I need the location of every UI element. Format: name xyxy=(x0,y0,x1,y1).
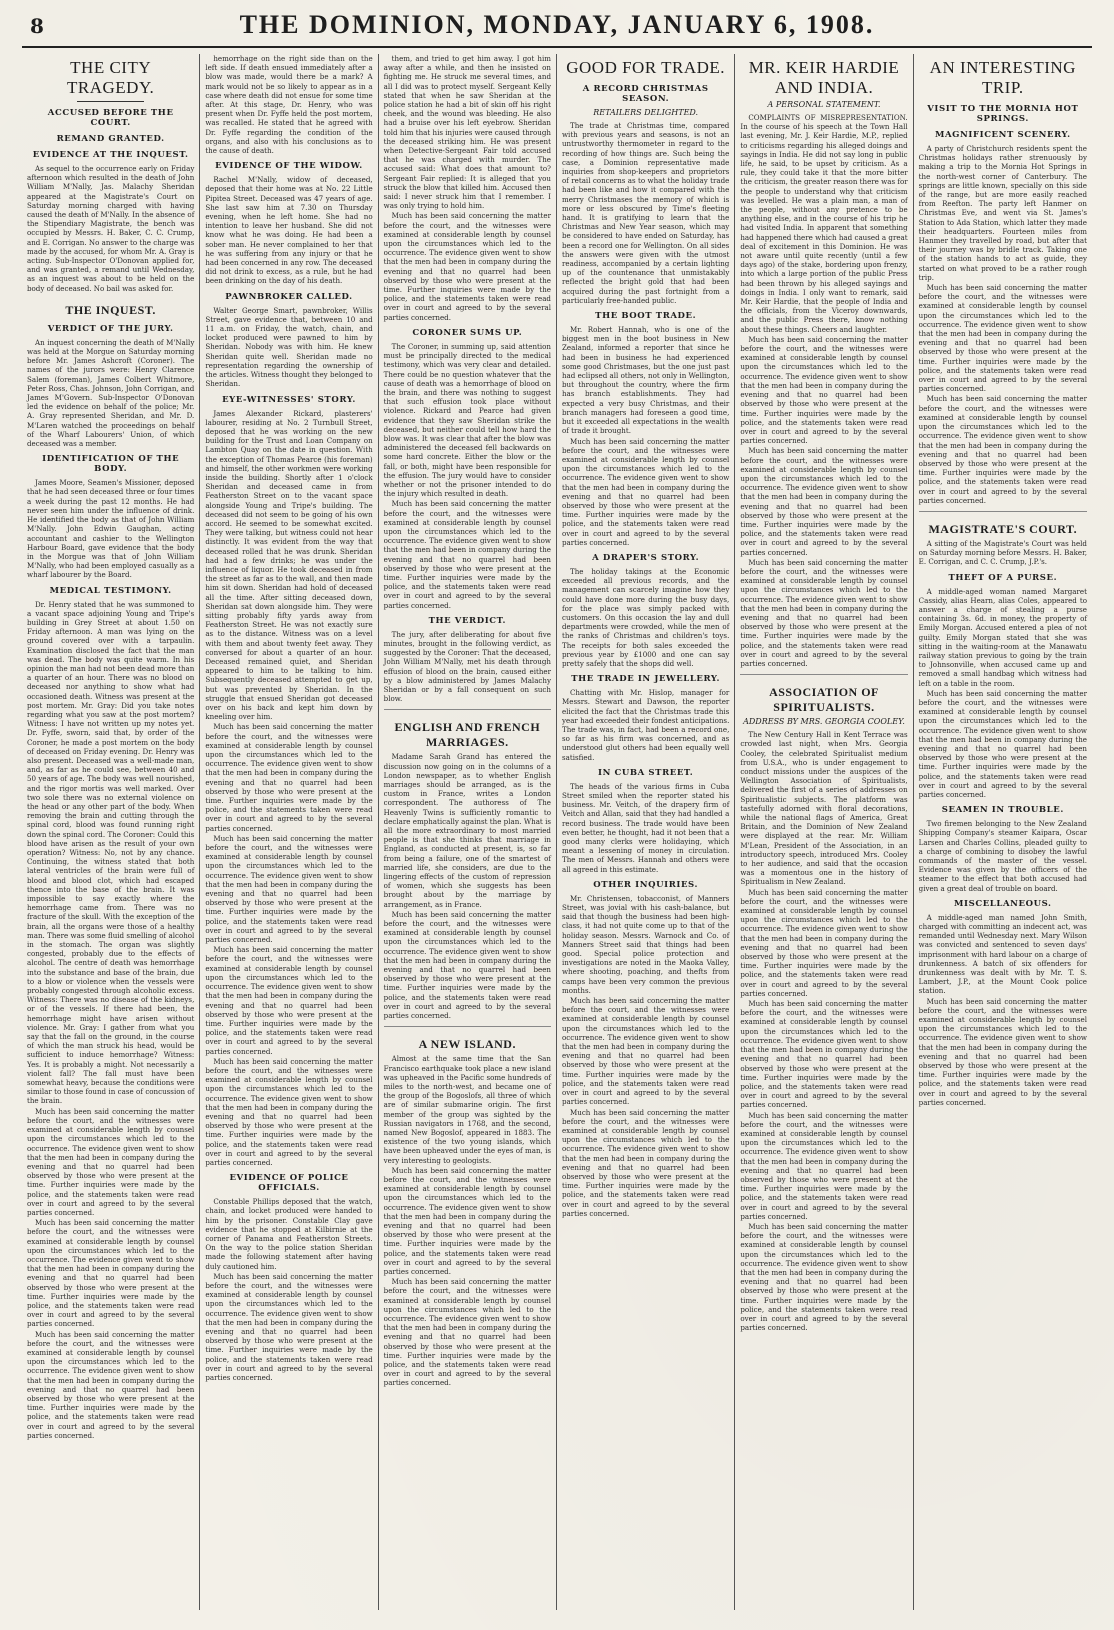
article-text: A sitting of the Magistrate's Court was held on Saturday morning before Messrs. H. Baker, E. Corrigan, and C. C. Crump, J.P.'s. xyxy=(918,538,1087,567)
subheading: THE VERDICT. xyxy=(428,615,507,626)
article-text: COMPLAINTS OF MISREPRESENTATION. In the course of his speech at the Town Hall last evening, Mr. J. Keir Hardie, M.P., replied to criticisms regarding his alleged doings and sayings in India. He did not say long in public life, he said, to be upset by criticism. As a rule, they could take it that the more bitter the criticism, the greater reason there was for the people to understand why that criticism was levelled. He was a plain man, a man of the people, without any pretence to be anything else, and in the course of his trip he had visited India. In apparent that something had happened there which had caused a great deal of excitement in this Dominion. He was not aware until quite recently (until a few days ago) of the stake, bordering upon frenzy, into which a large portion of the public Press had been thrown by his alleged sayings and doings in India. I only want to remark, said Mr. Keir Hardie, that the people of India and the officials, from the Viceroy downwards, and the public Press there, know nothing about these things. Cheers and laughter. xyxy=(740,113,908,334)
column-5 xyxy=(735,54,913,1610)
subheading: SEAMEN IN TROUBLE. xyxy=(941,805,1064,816)
subheading: RETAILERS DELIGHTED. xyxy=(593,108,699,117)
article-heading: A NEW ISLAND. xyxy=(418,1037,516,1052)
article-text: Much has been said concerning the matter before the court, and the witnesses were examined at considerable length by counsel upon the circumstances which led to the occurrence. The evidence given went to show that the men had been in company during the evening and that no quarrel had been observed by those who were present at the time. Further inquiries were made by the police, and the statements taken were read over in court and agreed to by the several parties concerned. xyxy=(740,334,908,446)
subheading: VISIT TO THE MORNIA HOT SPRINGS. xyxy=(927,104,1079,124)
subheading: THEFT OF A PURSE. xyxy=(948,572,1058,583)
subheading: THE BOOT TRADE. xyxy=(595,311,697,322)
article-heading: MAGISTRATE'S COURT. xyxy=(928,521,1078,536)
newspaper-title: THE DOMINION, MONDAY, JANUARY 6, 1908. xyxy=(239,10,875,39)
article-text: Much has been said concerning the matter before the court, and the witnesses were examined at considerable length by counsel upon the circumstances which led to the occurrence. The evidence given went to show that the men had been in company during the evening and that no quarrel had been observed by those who were present at the time. Further inquiries were made by the police, and the statements taken were read over in court and agreed to by the several parties concerned. xyxy=(27,1218,195,1329)
subheading: MEDICAL TESTIMONY. xyxy=(49,585,172,596)
subheading: A PERSONAL STATEMENT. xyxy=(767,100,881,109)
subheading: IDENTIFICATION OF THE BODY. xyxy=(42,454,180,475)
article-text: Much has been said concerning the matter before the court, and the witnesses were examined at considerable length by counsel upon the circumstances which led to the occurrence. The evidence given went to show that the men had been in company during the evening and that no quarrel had been observed by those who were present at the time. Further inquiries were made by the police, and the statements taken were read over in court and agreed to by the several parties concerned. xyxy=(561,996,730,1107)
article-text: Much has been said concerning the matter before the court, and the witnesses were examined at considerable length by counsel upon the circumstances which led to the occurrence. The evidence given went to show that the men had been in company during the evening and that no quarrel had been observed by those who were present at the time. Further inquiries were made by the police, and the statements taken were read over in court and agreed to by the several parties concerned. xyxy=(918,996,1087,1107)
article-text: Much has been said concerning the matter before the court, and the witnesses were examined at considerable length by counsel upon the circumstances which led to the occurrence. The evidence given went to show that the men had been in company during the evening and that no quarrel had been observed by those who were present at the time. Further inquiries were made by the police, and the statements taken were read over in court and agreed to by the several parties concerned. xyxy=(383,909,551,1021)
subheading: A RECORD CHRISTMAS SEASON. xyxy=(582,84,709,104)
article-heading: ENGLISH AND FRENCH MARRIAGES. xyxy=(394,720,541,750)
article-text: Much has been said concerning the matter before the court, and the witnesses were examined at considerable length by counsel upon the circumstances which led to the occurrence. The evidence given went to show that the men had been in company during the evening and that no quarrel had been observed by those who were present at the time. Further inquiries were made by the police, and the statements taken were read over in court and agreed to by the several parties concerned. xyxy=(740,1221,908,1333)
article-text: Much has been said concerning the matter before the court, and the witnesses were examined at considerable length by counsel upon the circumstances which led to the occurrence. The evidence given went to show that the men had been in company during the evening and that no quarrel had been observed by those who were present at the time. Further inquiries were made by the police, and the statements taken were read over in court and agreed to by the several parties concerned. xyxy=(740,999,908,1110)
divider xyxy=(919,511,1087,512)
subheading: MAGNIFICENT SCENERY. xyxy=(934,130,1071,140)
article-text: Much has been said concerning the matter before the court, and the witnesses were examined at considerable length by counsel upon the circumstances which led to the occurrence. The evidence given went to show that the men had been in company during the evening and that no quarrel had been observed by those who were present at the time. Further inquiries were made by the police, and the statements taken were read over in court and agreed to by the several parties concerned. xyxy=(205,1056,373,1167)
article-text: Almost at the same time that the San Francisco earthquake took place a new island was upheaved in the Pacific some hundreds of miles to the north-west, and became one of the group of the Bogoslofs, all three of which are of similar submarine origin. The first member of the group was sighted by the Russian navigators in 1768, and the second, named New Bogoslof, appeared in 1883. The existence of the two young islands, which have been upheaved under the eyes of man, is very interesting to geologists. xyxy=(383,1054,551,1165)
columns xyxy=(22,54,1092,1610)
column-2 xyxy=(200,54,378,1610)
article-text: Madame Sarah Grand has entered the discussion now going on in the columns of a London newspaper, as to whether English marriages should be arranged, as is the custom in France, writes a London correspondent. The authoress of The Heavenly Twins is sufficiently romantic to declare emphatically against the plan. What is all the more extraordinary to most married people is that she thinks that marriage in England, as conducted at present, is, so far from being a failure, one of the smartest of married life, she considers, are due to the lingering effects of the custom of repression of women, which she suggests has been brought about by the marriage by arrangement, as in France. xyxy=(383,752,551,909)
article-text: The jury, after deliberating for about five minutes, brought in the following verdict, as suggested by the Coroner: That the deceased, John William M'Nally, met his death through effusion of blood on the brain, caused either by a blow administered by James Malachy Sheridan or by a fall consequent on such blow. xyxy=(383,629,551,704)
article-text: An inquest concerning the death of M'Nally was held at the Morgue on Saturday morning before Mr. James Ashcroft (Coroner). The names of the jurors were: Henry Clarence Salem (foreman), James Colbert Whitmore, Peter Ross, Chas. Johnson, John Corrigan, and James M'Govern. Sub-Inspector O'Donovan led the evidence on behalf of the police; Mr. A. Gray represented Sheridan, and Mr. D. M'Laren watched the proceedings on behalf of the Wharf Labourers' Union, of which deceased was a member. xyxy=(27,337,195,449)
article-text: Much has been said concerning the matter before the court, and the witnesses were examined at considerable length by counsel upon the circumstances which led to the occurrence. The evidence given went to show that the men had been in company during the evening and that no quarrel had been observed by those who were present at the time. Further inquiries were made by the police, and the statements taken were read over in court and agreed to by the several parties concerned. xyxy=(383,211,551,322)
article-text: The heads of the various firms in Cuba Street smiled when the reporter stated his business. Mr. Veitch, of the drapery firm of Veitch and Allan, said that they had handled a record business. The trade would have been even better, he thought, had it not been that a good many clerks were holidaying, which meant a lessening of money in circulation. The men of Messrs. Hannah and others were all agreed in this estimate. xyxy=(561,781,730,874)
article-text: Much has been said concerning the matter before the court, and the witnesses were examined at considerable length by counsel upon the circumstances which led to the occurrence. The evidence given went to show that the men had been in company during the evening and that no quarrel had been observed by those who were present at the time. Further inquiries were made by the police, and the statements taken were read over in court and agreed to by the several parties concerned. xyxy=(740,446,908,557)
article-text: Walter George Smart, pawnbroker, Willis Street, gave evidence that, between 10 and 11 a.m. on Friday, the watch, chain, and locket produced were pawned to him by Sheridan. Nobody was with him. He knew Sheridan quite well. Sheridan made no representation regarding the ownership of the articles. Witness thought they belonged to Sheridan. xyxy=(205,305,373,389)
article-text: Much has been said concerning the matter before the court, and the witnesses were examined at considerable length by counsel upon the circumstances which led to the occurrence. The evidence given went to show that the men had been in company during the evening and that no quarrel had been observed by those who were present at the time. Further inquiries were made by the police, and the statements taken were read over in court and agreed to by the several parties concerned. xyxy=(27,1329,195,1440)
article-text: Much has been said concerning the matter before the court, and the witnesses were examined at considerable length by counsel upon the circumstances which led to the occurrence. The evidence given went to show that the men had been in company during the evening and that no quarrel had been observed by those who were present at the time. Further inquiries were made by the police, and the statements taken were read over in court and agreed to by the several parties concerned. xyxy=(740,1110,908,1221)
subheading: OTHER INQUIRIES. xyxy=(593,879,699,890)
subheading: A DRAPER'S STORY. xyxy=(592,552,700,563)
article-text: them, and tried to get him away. I got him away after a while, and then he insisted on fighting me. He struck me several times, and all I did was to protect myself. Sergeant Kelly stated that when he saw Sheridan at the police station he had a bit of skin off his right cheek, and the wound was bleeding. He also had a bruise over his left eyebrow. Sheridan told him that his injuries were caused through the deceased striking him. He was present when Detective-Sergeant Fair told accused that he was charged with murder. The accused said: What does that amount to? Sergeant Fair replied: It is alleged that you struck the blow that killed him. Accused then said: I never struck him that I remember. I was only trying to hold him. xyxy=(383,54,551,211)
article-text: Chatting with Mr. Hislop, manager for Messrs. Stewart and Dawson, the reporter elicited the fact that the Christmas trade this year had exceeded their fondest anticipations. The trade was, in fact, had been a record one, so far as his firm was concerned, and as understood glut others had been equally well satisfied. xyxy=(561,688,730,762)
column-1 xyxy=(22,54,200,1610)
article-heading: AN INTERESTING TRIP. xyxy=(929,58,1076,97)
article-text: Mr. Christensen, tobacconist, of Manners Street, was jovial with his cash-balance, but said that though the business had been high-class, it had not quite come up to that of the holiday season. Messrs. Warnock and Co. of Manners Street said that things had been good. Special police protection and investigations are noted in the Maoka Valley, where shooting, poaching, and thefts from camps have been very common the previous months. xyxy=(561,893,730,995)
article-text: Much has been said concerning the matter before the court, and the witnesses were examined at considerable length by counsel upon the circumstances which led to the occurrence. The evidence given went to show that the men had been in company during the evening and that no quarrel had been observed by those who were present at the time. Further inquiries were made by the police, and the statements taken were read over in court and agreed to by the several parties concerned. xyxy=(561,436,730,547)
article-text: Much has been said concerning the matter before the court, and the witnesses were examined at considerable length by counsel upon the circumstances which led to the occurrence. The evidence given went to show that the men had been in company during the evening and that no quarrel had been observed by those who were present at the time. Further inquiries were made by the police, and the statements taken were read over in court and agreed to by the several parties concerned. xyxy=(740,557,908,668)
article-text: A middle-aged man named John Smith, charged with committing an indecent act, was remanded until Wednesday next. Mary Wilson was convicted and sentenced to seven days' imprisonment with hard labour on a charge of drunkenness. A batch of six offenders for drunkenness was dealt with by Mr. T. S. Lambert, J.P., at the Mount Cook police station. xyxy=(918,912,1087,996)
article-text: The trade at Christmas time, compared with previous years and seasons, is not an untrustworthy thermometer in regard to the recording of how things are. Such being the case, a Dominion representative made inquiries from shop-keepers and proprietors of retail concerns as to what the holiday trade had been like and how it compared with the merry Christmases the memory of which is more or less obscured by Time's fleeting hand. It is gratifying to learn that the Christmas and New Year season, which may be considered to have ended on Saturday, has been a record one for Wellington. On all sides the answers were given with the utmost readiness, accompanied by a certain lighting up of the countenance that unmistakably reflected the bright gold that had been acquired during the past fortnight from a particularly free-handed public. xyxy=(561,121,730,305)
article-text: Much has been said concerning the matter before the court, and the witnesses were examined at considerable length by counsel upon the circumstances which led to the occurrence. The evidence given went to show that the men had been in company during the evening and that no quarrel had been observed by those who were present at the time. Further inquiries were made by the police, and the statements taken were read over in court and agreed to by the several parties concerned. xyxy=(205,945,373,1056)
article-text: A middle-aged woman named Margaret Cassidy, alias Hearn, alias Coles, appeared to answer a charge of stealing a purse containing 3s. 6d. in money, the property of Emily Morgan. Accused entered a plea of not guilty. Emily Morgan stated that she was sitting in the waiting-room at the Manawatu railway station previous to going by the train to Johnsonville, when accused came up and removed a small handbag which witness had left on a table in the room. xyxy=(918,586,1087,688)
article-text: As sequel to the occurrence early on Friday afternoon which resulted in the death of John William M'Nally, Jas. Malachy Sheridan appeared at the Magistrate's Court on Saturday morning charged with having caused the death of M'Nally. In the absence of the Stipendiary Magistrate, the bench was occupied by Messrs. H. Baker, C. C. Crump, and E. Corrigan. No answer to the charge was made by the accused, for whom Mr. A. Gray is acting. Sub-Inspector O'Donovan applied for, and was granted, a remand until Wednesday, as an inquest was about to be held on the body of deceased. No bail was asked for. xyxy=(27,164,195,293)
article-text: The holiday takings at the Economic exceeded all previous records, and the management can scarcely imagine how they could have done more during the busy days, for the place was simply packed with customers. On this occasion the lay and dull departments were crowded, while the men of the ranks of Christmas and children's toys. The receipts for both sales exceeded the previous year by £1000 and one can say pretty safely that the shops did well. xyxy=(561,566,730,668)
subheading: REMAND GRANTED. xyxy=(56,134,165,144)
divider xyxy=(384,709,551,710)
article-text: Much has been said concerning the matter before the court, and the witnesses were examined at considerable length by counsel upon the circumstances which led to the occurrence. The evidence given went to show that the men had been in company during the evening and that no quarrel had been observed by those who were present at the time. Further inquiries were made by the police, and the statements taken were read over in court and agreed to by the several parties concerned. xyxy=(205,722,373,833)
article-text: James Alexander Rickard, plasterers' labourer, residing at No. 2 Turnbull Street, deposed that he was working on the new building for the Trust and Loan Company on Lambton Quay on the date in question. With the exception of Thomas Pearce (his foreman) and himself, the other workmen were working inside the building. Shortly after 1 o'clock Sheridan and deceased came in from Featherston Street on to the vacant space alongside Young and Tripe's building. The deceased did not seem to be going of his own accord. He seemed to be somewhat excited. They were talking, but witness could not hear distinctly. It was evident from the way that deceased rolled that he was drunk. Sheridan had had a few drinks; he was under the influence of liquor. He took deceased in from the street as far as to the wall, and then made him sit down. Sheridan had hold of deceased all the time. After sitting deceased down, Sheridan sat down alongside him. They were sitting probably fifty yards away from Featherston Street. He was not exactly sure as to the distance. Witness was on a level with them and about twenty feet away. They conversed for about a quarter of an hour. Deceased remained quiet, and Sheridan appeared to him to be talking to him. Subsequently deceased attempted to get up, but was prevented by Sheridan. In the struggle that ensued Sheridan got deceased over on his back and kept him down by kneeling over him. xyxy=(205,408,373,722)
article-text: Dr. Henry stated that he was summoned to a vacant space adjoining Young and Tripe's building in Grey Street at about 1.50 on Friday afternoon. A man was lying on the ground covered over with a tarpaulin. Examination disclosed the fact that the man was dead. The body was quite warm. In his opinion the man had not been dead more than a quarter of an hour. There was no blood on deceased nor anything to show what had occasioned death. Witness was present at the post mortem. Mr. Gray: Did you take notes regarding what you saw at the post mortem? Witness: I have not written up my notes yet. Dr. Fyffe, sworn, said that, by order of the Coroner, he made a post mortem on the body of deceased on Friday evening. Dr. Henry was also present. Deceased was a well-made man, and, as far as he could see, between 40 and 50 years of age. The body was well nourished, and the rigor mortis was well marked. Over two sole there was no external violence on the head or any other part of the body. When removing the brain and cutting through the spinal cord, blood was found running right down the spinal cord. The Coroner: Could this blood have arisen as the result of your own operation? Witness: No, not by any chance. Continuing, the witness stated that both lateral ventricles of the brain were full of blood and blood clot, which had escaped thence into the base of the brain. It was impossible to say exactly where the hemorrhage came from. There was no fracture of the skull. With the exception of the brain, all the organs were those of a healthy man. There was some fluid smelling of alcohol in the stomach. The organ was slightly congested, probably due to the effects of alcohol. The centre of death was hemorrhage into the substance and base of the brain, due to a blow or violence when the vessels were probably congested through alcoholic excess. Witness: There was no disease of the kidneys, or of the vessels. If there had been, the hemorrhage might have arisen without violence. Mr. Gray: I gather from what you say that the fall on the ground, in the course of which the man struck his head, would be sufficient to induce hemorrhage? Witness: Yes. It is probably a might. Not necessarily a violent fall? The fall must have been somewhat heavy, because the conditions were similar to those found in case of concussion of the brain. xyxy=(27,599,195,1106)
article-text: Much has been said concerning the matter before the court, and the witnesses were examined at considerable length by counsel upon the circumstances which led to the occurrence. The evidence given went to show that the men had been in company during the evening and that no quarrel had been observed by those who were present at the time. Further inquiries were made by the police, and the statements taken were read over in court and agreed to by the several parties concerned. xyxy=(561,1107,730,1218)
article-text: hemorrhage on the right side than on the left side. If death ensued immediately after a blow was made, would there be a mark? A mark would not be so likely to appear as in a case where death did not ensue for some time after. At this stage, Dr. Henry, who was present when Dr. Fyffe held the post mortem, was recalled. He stated that he agreed with Dr. Fyffe regarding the condition of the organs, and also with his conclusions as to the cause of death. xyxy=(205,54,373,156)
article-text: Much has been said concerning the matter before the court, and the witnesses were examined at considerable length by counsel upon the circumstances which led to the occurrence. The evidence given went to show that the men had been in company during the evening and that no quarrel had been observed by those who were present at the time. Further inquiries were made by the police, and the statements taken were read over in court and agreed to by the several parties concerned. xyxy=(740,887,908,998)
article-text: Mr. Robert Hannah, who is one of the biggest men in the boot business in New Zealand, informed a reporter that since he had been in business he had experienced some good Christmases, but the one just past had eclipsed all others, not only in Wellington, but throughout the country, where the firm has branch establishments. They had expected a very busy Christmas, and their branch managers had foreseen a good time, but it exceeded all expectations in the wealth of trade it brought. xyxy=(561,325,730,436)
subheading: PAWNBROKER CALLED. xyxy=(225,291,353,302)
article-text: A party of Christchurch residents spent the Christmas holidays rather strenuously by making a trip to the Mornia Hot Springs in the north-west corner of Canterbury. The springs are little known, specially on this side of the range, but are more easily reached from Reefton. The party left Hanmer on Christmas Eve, and went via St. James's Station to Ada Station, which latter they made their headquarters. Fourteen miles from Hanmer they travelled by road, but after that their journey was by bridle track. Taking one of the station hands to act as guide, they started on what proved to be a rather rough trip. xyxy=(918,144,1087,282)
article-text: James Moore, Seamen's Missioner, deposed that he had seen deceased three or four times a week during the past 12 months. He had never seen him under the influence of drink. He identified the body as that of John William M'Nally. John Edwin Gaughan, acting accountant and cashier to the Wellington Harbour Board, gave evidence that the body in the Morgue was that of John William M'Nally, who had been employed casually as a wharf labourer by the Board. xyxy=(27,478,195,580)
article-text: The Coroner, in summing up, said attention must be principally directed to the medical testimony, which was very clear and detailed. There could be no question whatever that the cause of death was a hemorrhage of blood on the brain, and there was nothing to suggest that such effusion took place without violence. Rickard and Pearce had given evidence that they saw Sheridan strike the deceased, but neither could tell how hard the blow was. It was clear that after the blow was administered the deceased fell backwards on some hard concrete. Either the blow or the fall, or both, might have been responsible for the effusion. The jury would have to consider whether or not the prisoner intended to do the injury which resulted in death. xyxy=(383,341,551,499)
subheading: ADDRESS BY MRS. GEORGIA COOLEY. xyxy=(743,717,905,727)
subheading: EYE-WITNESSES' STORY. xyxy=(222,394,356,405)
article-text: Much has been said concerning the matter before the court, and the witnesses were examined at considerable length by counsel upon the circumstances which led to the occurrence. The evidence given went to show that the men had been in company during the evening and that no quarrel had been observed by those who were present at the time. Further inquiries were made by the police, and the statements taken were read over in court and agreed to by the several parties concerned. xyxy=(918,688,1087,799)
article-text: Constable Phillips deposed that the watch, chain, and locket produced were handed to him by the prisoner. Constable Clay gave evidence that he stopped at Kilbirnie at the corner of Panama and Featherston Streets. On the way to the police station Sheridan made the following statement after having duly cautioned him. xyxy=(205,1197,373,1271)
article-text: Much has been said concerning the matter before the court, and the witnesses were examined at considerable length by counsel upon the circumstances which led to the occurrence. The evidence given went to show that the men had been in company during the evening and that no quarrel had been observed by those who were present at the time. Further inquiries were made by the police, and the statements taken were read over in court and agreed to by the several parties concerned. xyxy=(918,283,1087,394)
article-text: Rachel M'Nally, widow of deceased, deposed that their home was at No. 22 Little Pipitea Street. Deceased was 47 years of age. She last saw him at 7.30 on Thursday evening, when he left home. She had no intention to leave her husband. She did not know what he was doing. He had been a sober man. He never complained to her that he was suffering from any injury or that he had been concerned in any row. The deceased did not drink to excess, as a rule, but he had been drinking on the day of his death. xyxy=(205,175,373,286)
divider xyxy=(77,101,144,102)
subheading: THE TRADE IN JEWELLERY. xyxy=(571,674,721,685)
article-text: Two firemen belonging to the New Zealand Shipping Company's steamer Kaipara, Oscar Larsen and Charles Collins, pleaded guilty to a charge of combining to disobey the lawful commands of the master of the vessel. Evidence was given by the officers of the steamer to the effect that both accused had given a great deal of trouble on board. xyxy=(918,819,1087,893)
article-heading: MR. KEIR HARDIE AND INDIA. xyxy=(748,58,900,97)
article-heading: GOOD FOR TRADE. xyxy=(566,58,726,77)
article-heading: THE INQUEST. xyxy=(65,302,156,317)
article-text: Much has been said concerning the matter before the court, and the witnesses were examined at considerable length by counsel upon the circumstances which led to the occurrence. The evidence given went to show that the men had been in company during the evening and that no quarrel had been observed by those who were present at the time. Further inquiries were made by the police, and the statements taken were read over in court and agreed to by the several parties concerned. xyxy=(383,1277,551,1388)
article-text: Much has been said concerning the matter before the court, and the witnesses were examined at considerable length by counsel upon the circumstances which led to the occurrence. The evidence given went to show that the men had been in company during the evening and that no quarrel had been observed by those who were present at the time. Further inquiries were made by the police, and the statements taken were read over in court and agreed to by the several parties concerned. xyxy=(205,1271,373,1383)
subheading: EVIDENCE OF THE WIDOW. xyxy=(215,161,363,172)
page-number: 8 xyxy=(30,14,44,38)
article-text: Much has been said concerning the matter before the court, and the witnesses were examined at considerable length by counsel upon the circumstances which led to the occurrence. The evidence given went to show that the men had been in company during the evening and that no quarrel had been observed by those who were present at the time. Further inquiries were made by the police, and the statements taken were read over in court and agreed to by the several parties concerned. xyxy=(27,1106,195,1217)
column-3 xyxy=(379,54,557,1610)
subheading: EVIDENCE AT THE INQUEST. xyxy=(32,150,189,160)
article-heading: ASSOCIATION OF SPIRITUALISTS. xyxy=(769,685,879,715)
subheading: VERDICT OF THE JURY. xyxy=(47,323,174,334)
subheading: ACCUSED BEFORE THE COURT. xyxy=(47,108,174,128)
article-text: Much has been said concerning the matter before the court, and the witnesses were examined at considerable length by counsel upon the circumstances which led to the occurrence. The evidence given went to show that the men had been in company during the evening and that no quarrel had been observed by those who were present at the time. Further inquiries were made by the police, and the statements taken were read over in court and agreed to by the several parties concerned. xyxy=(383,1165,551,1276)
subheading: CORONER SUMS UP. xyxy=(412,327,523,338)
article-text: Much has been said concerning the matter before the court, and the witnesses were examined at considerable length by counsel upon the circumstances which led to the occurrence. The evidence given went to show that the men had been in company during the evening and that no quarrel had been observed by those who were present at the time. Further inquiries were made by the police, and the statements taken were read over in court and agreed to by the several parties concerned. xyxy=(383,499,551,610)
subheading: IN CUBA STREET. xyxy=(598,767,694,778)
subheading: EVIDENCE OF POLICE OFFICIALS. xyxy=(229,1173,349,1194)
article-text: Much has been said concerning the matter before the court, and the witnesses were examined at considerable length by counsel upon the circumstances which led to the occurrence. The evidence given went to show that the men had been in company during the evening and that no quarrel had been observed by those who were present at the time. Further inquiries were made by the police, and the statements taken were read over in court and agreed to by the several parties concerned. xyxy=(205,833,373,945)
column-6 xyxy=(914,54,1092,1610)
masthead xyxy=(22,8,1092,48)
article-heading: THE CITY TRAGEDY. xyxy=(67,58,155,97)
divider xyxy=(384,1026,551,1027)
subheading: MISCELLANEOUS. xyxy=(954,898,1052,909)
article-text: Much has been said concerning the matter before the court, and the witnesses were examined at considerable length by counsel upon the circumstances which led to the occurrence. The evidence given went to show that the men had been in company during the evening and that no quarrel had been observed by those who were present at the time. Further inquiries were made by the police, and the statements taken were read over in court and agreed to by the several parties concerned. xyxy=(918,394,1087,505)
column-4 xyxy=(557,54,735,1610)
divider xyxy=(740,674,907,675)
article-text: The New Century Hall in Kent Terrace was crowded last night, when Mrs. Georgia Cooley, the celebrated Spiritualist medium from U.S.A., who is under engagement to conduct missions under the auspices of the Wellington Association of Spiritualists, delivered the first of a series of addresses on Spiritualistic subjects. The platform was tastefully adorned with floral decorations, while the national flags of America, Great Britain, and the Dominion of New Zealand were displayed at the rear. Mr. William M'Lean, President of the Association, in an introductory speech, introduced Mrs. Cooley to her audience, and said that the occasion was a momentous one in the history of Spiritualism in New Zealand. xyxy=(740,730,908,887)
